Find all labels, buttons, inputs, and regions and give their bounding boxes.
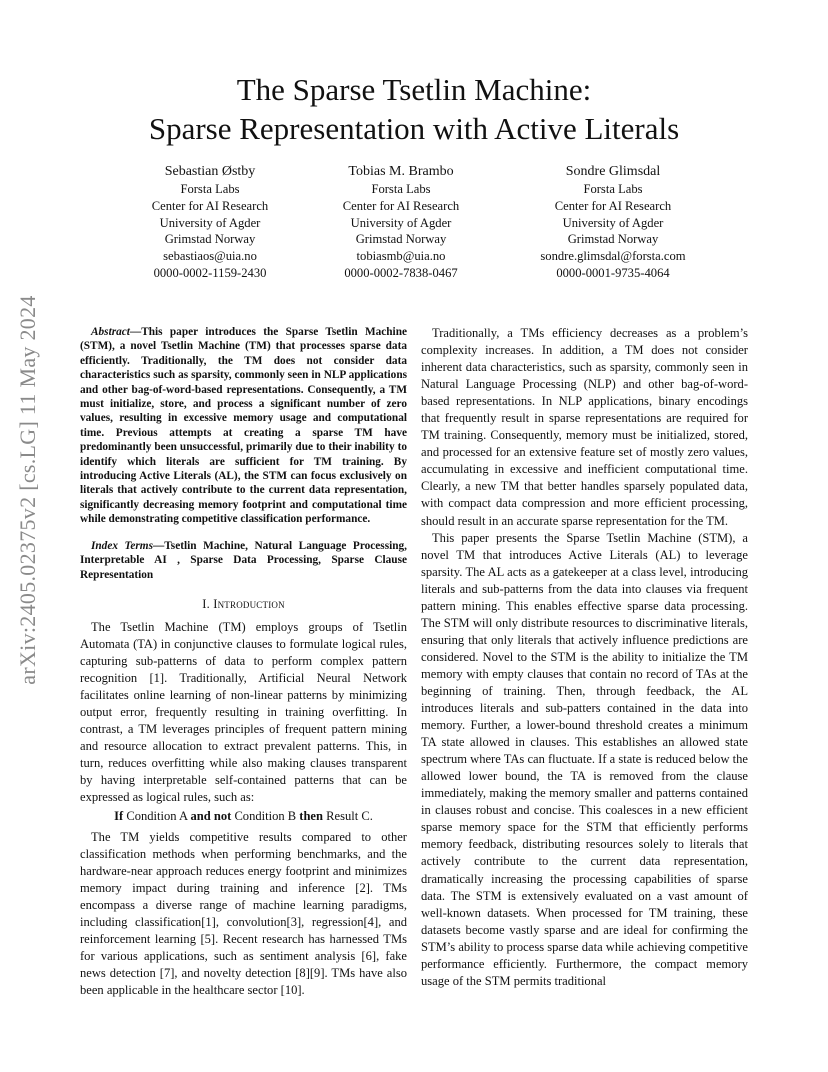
author-name: Tobias M. Brambo <box>348 164 454 179</box>
index-terms: Index Terms—Tsetlin Machine, Natural Language Processing, Interpretable AI , Sparse Data Processing, Sparse Clause Representation <box>80 539 407 581</box>
author-name: Sondre Glimsdal <box>565 164 661 179</box>
author-affiliation: Grimstad Norway <box>355 232 447 247</box>
rule-then: then <box>299 809 323 824</box>
author-1 <box>100 163 320 282</box>
logical-rule-example <box>80 808 407 825</box>
intro-paragraph-3: Traditionally, a TMs efficiency decreases as a problem’s complexity increases. In addition, a TM does not consider inherent data characteristics, such as sparsity, commonly seen in Natural Language Processing (NLP) and other bag-of-word-based representations. In NLP applications, binary encodings that frequently result in sparse representations are required for TM training. Consequently, memory must be initialized, stored, and processed for an extensive feature set of mostly zero values, accumulating in excessive and inefficient computational time. Clearly, a new TM that better handles sparsely populated data, with compact data compression and more efficient processing, should result in an accurate sparse representation for the TM. <box>421 326 748 528</box>
rule-and-not: and not <box>190 809 232 824</box>
intro-paragraph-1: The Tsetlin Machine (TM) employs groups of Tsetlin Automata (TA) in conjunctive clauses to formulate logical rules, capturing sub-patterns of data to perform complex pattern recognition [1]. Traditionally, Artificial Neural Network facilitates online learning of non-linear patterns by minimizing output error, frequently resulting in training overfitting. In contrast, a TM leverages principles of frequent pattern mining and resource allocation to extract prevalent patterns. This, in turn, reduces overfitting while also making clauses transparent by having interpretable self-contained patterns that can be expressed as logical rules, such as: <box>80 619 407 805</box>
intro-paragraph-2: The TM yields competitive results compared to other classification methods when performing benchmarks, and the hardware-near approach reduces energy footprint and minimizes memory impact during training and inference [2]. TMs encompass a diverse range of machine learning paradigms, including classification[1], convolution[3], regression[4], and reinforcement learning [5]. Recent research has harnessed TMs for various applications, such as sentiment analysis [6], fake news detection [7], and novelty detection [8][9]. TMs have also been applicable in the healthcare sector [10]. <box>80 829 407 997</box>
abstract-text: This paper introduces the Sparse Tsetlin Machine (STM), a novel Tsetlin Machine (TM) that processes sparse data efficiently. Traditionally, the TM does not consider data characteristics such as sparsity, commonly seen in NLP applications and other bag-of-word-based representations. Consequently, a TM must initialize, store, and process a significant number of zero values, resulting in excessive memory usage and computational time. Previous attempts at creating a sparse TM have predominantly been unsuccessful, primarily due to their inability to identify which literals are sufficient for TM training. By introducing Active Literals (AL), the STM can focus exclusively on literals that actively contribute to the current data representation, significantly decreasing memory footprint and computational time while demonstrating competitive classification performance. <box>80 326 407 526</box>
author-email: sebastiaos@uia.no <box>163 249 257 264</box>
author-affiliation: Forsta Labs <box>371 182 431 196</box>
rule-if: If <box>114 809 124 824</box>
author-affiliation: Grimstad Norway <box>164 232 256 247</box>
author-email: tobiasmb@uia.no <box>356 249 446 264</box>
author-affiliation: Center for AI Research <box>151 198 269 213</box>
rule-result: Result C. <box>326 809 373 824</box>
section-title: Introduction <box>213 596 285 611</box>
author-affiliation: Forsta Labs <box>583 182 643 196</box>
abstract-label: Abstract <box>91 326 130 338</box>
index-terms-text: Tsetlin Machine, Natural Language Processing, Interpretable AI , Sparse Data Processing, Sparse Clause Representation <box>80 539 407 581</box>
author-orcid: 0000-0001-9735-4064 <box>556 265 670 280</box>
author-orcid: 0000-0002-1159-2430 <box>153 265 267 280</box>
title-line-2: Sparse Representation with Active Literals <box>148 111 680 146</box>
right-column <box>421 325 748 990</box>
author-affiliation: Center for AI Research <box>554 198 672 213</box>
arxiv-identifier: arXiv:2405.02375v2 [cs.LG] 11 May 2024 <box>15 295 40 685</box>
rule-condition-a: Condition A <box>126 809 188 824</box>
author-affiliation: Forsta Labs <box>180 182 240 196</box>
section-heading-introduction <box>80 596 407 613</box>
author-name: Sebastian Østby <box>164 164 256 179</box>
paper-title <box>0 70 828 148</box>
author-email: sondre.glimsdal@forsta.com <box>540 249 686 264</box>
section-number: I. <box>202 596 210 611</box>
abstract: Abstract—This paper introduces the Sparse Tsetlin Machine (STM), a novel Tsetlin Machine (TM) that processes sparse data efficiently. Traditionally, the TM does not consider data characteristics such as sparsity, commonly seen in NLP applications and other bag-of-word-based representations. Consequently, a TM must initialize, store, and process a significant number of zero values, resulting in excessive memory usage and computational time. Previous attempts at creating a sparse TM have predominantly been unsuccessful, primarily due to their inability to identify which literals are sufficient for TM training. By introducing Active Literals (AL), the STM can focus exclusively on literals that actively contribute to the current data representation, significantly decreasing memory footprint and computational time while demonstrating competitive classification performance. Index Terms—Tsetlin Machine, Natural Language Processing, Interpretable AI , Sparse Data Processing, Sparse Clause Representation <box>80 326 407 581</box>
title-line-1: The Sparse Tsetlin Machine: <box>236 72 592 107</box>
rule-condition-b: Condition B <box>234 809 297 824</box>
author-affiliation: University of Agder <box>562 215 664 230</box>
arxiv-sidebar <box>8 280 48 700</box>
author-affiliation: Grimstad Norway <box>567 232 659 247</box>
author-affiliation: University of Agder <box>350 215 452 230</box>
index-terms-label: Index Terms <box>91 539 153 552</box>
author-affiliation: Center for AI Research <box>342 198 460 213</box>
author-affiliation: University of Agder <box>159 215 261 230</box>
left-column <box>80 325 407 999</box>
intro-paragraph-4: This paper presents the Sparse Tsetlin Machine (STM), a novel TM that introduces Active Literals (AL) to leverage sparsity. The AL acts as a gatekeeper at a class level, introducing literals and sub-patterns from the data into clauses via frequent pattern mining. This enables effective sparse data processing. The STM will only distribute resources to discriminative literals, ensuring that only literals that actively influence predictions are considered. Novel to the STM is the ability to initialize the TM memory with empty clauses that contain no record of TAs at the beginning of training. Then, through feedback, the AL introduces literals and sub-patters contained in the data into memory. Further, a lower-bound threshold creates a minimum TA state allowed in clauses. This establishes an allowed state spectrum where TAs can fluctuate. If a state is reduced below the allowed lower bound, the TA is removed from the clause immediately, making the memory smaller and patterns contained in clauses robust and concise. This coalesces in a new efficient sparse memory space for the STM that efficiently performs memory feedback, distributing resources solely to literals that actively contribute to the current data representation, dramatically increasing the processing capabilities of sparse data. The STM is extensively evaluated on a vast amount of well-known datasets. When processed for TM training, these datasets become vastly sparse and are ideal for confirming the STM’s ability to process sparse data while achieving competitive performance efficiently. Furthermore, the compact memory usage of the STM permits traditional <box>421 530 748 988</box>
author-2 <box>291 163 511 282</box>
author-3 <box>503 163 723 282</box>
author-orcid: 0000-0002-7838-0467 <box>344 265 458 280</box>
